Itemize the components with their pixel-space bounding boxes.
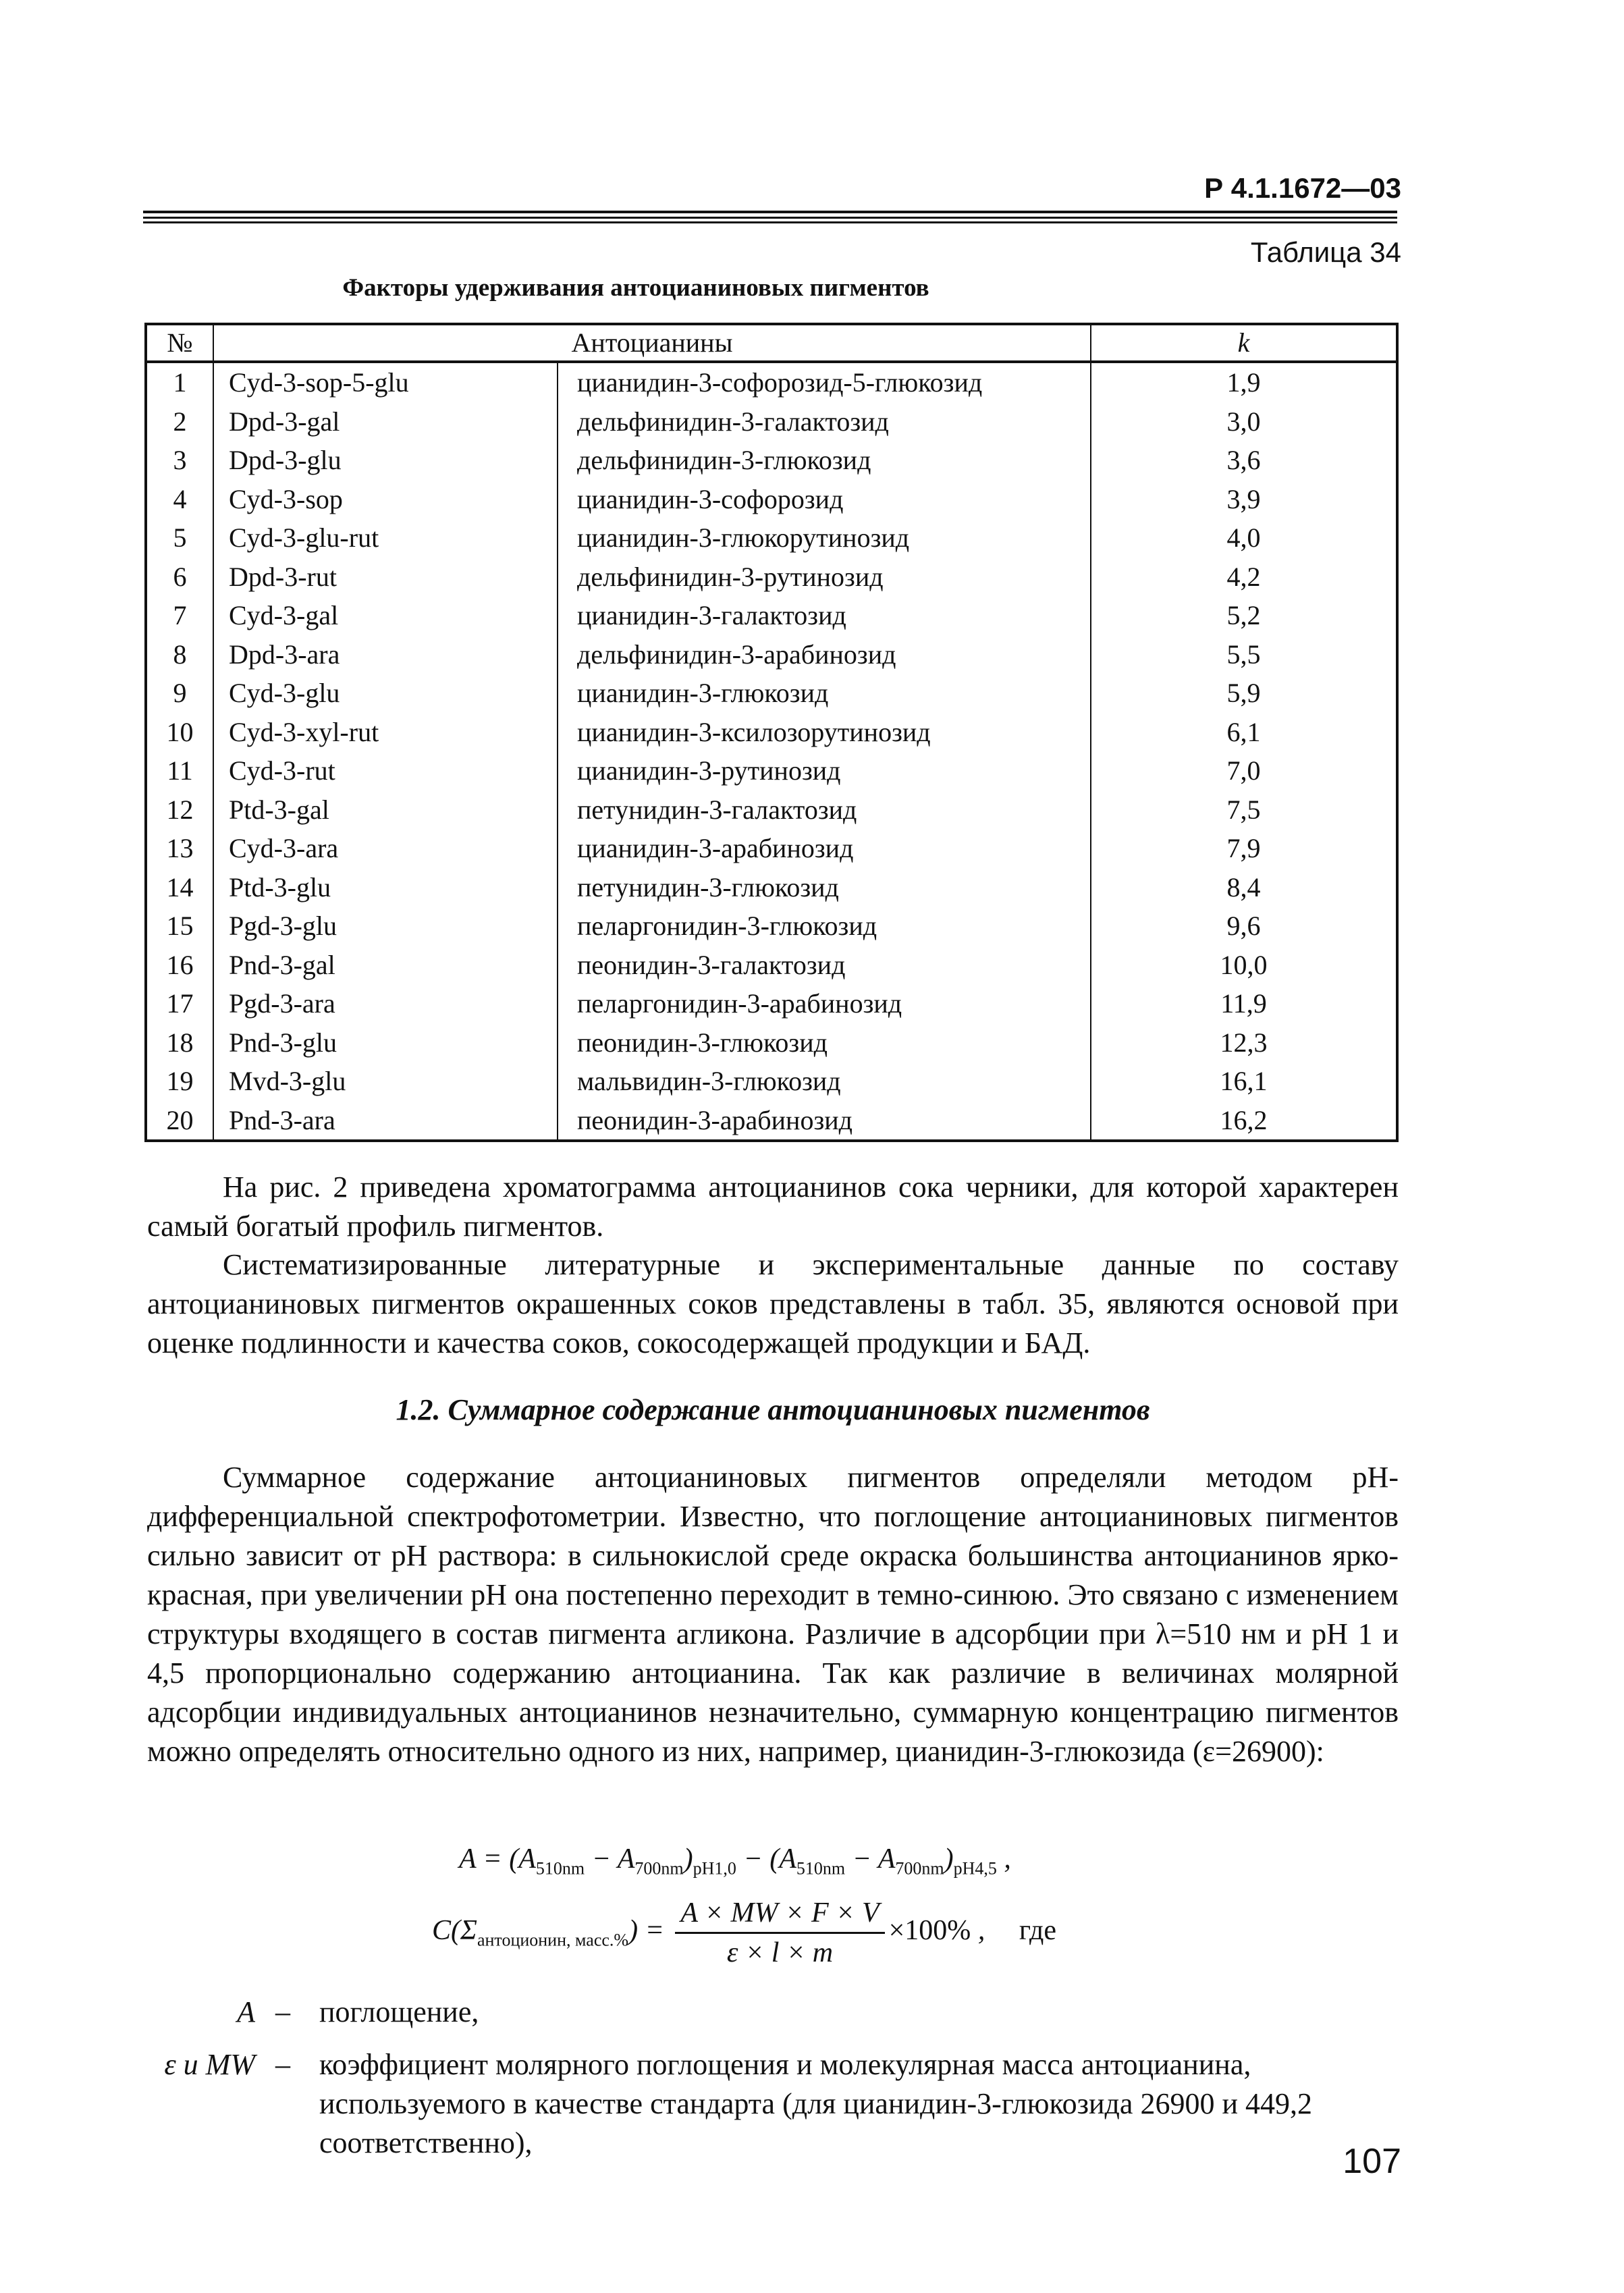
row-abbreviation: Cyd-3-glu — [213, 674, 558, 713]
table-row — [146, 635, 1397, 674]
row-name: цианидин-3-глюкозид — [558, 674, 1091, 713]
table-row — [146, 518, 1397, 558]
table-row — [146, 362, 1397, 402]
row-k-value: 5,2 — [1091, 596, 1397, 635]
table-label: Таблица 34 — [1250, 236, 1401, 268]
row-number: 10 — [146, 713, 213, 752]
formula-absorbance: $A = (A_{510nm} - A_{700nm})_{pH1,0} - (A_{510nm} - A_{700nm})_{pH4,5}$ , — [459, 1843, 1011, 1879]
table-header-row — [146, 324, 1397, 362]
row-abbreviation: Cyd-3-rut — [213, 751, 558, 790]
row-name: цианидин-3-арабинозид — [558, 829, 1091, 868]
row-number: 15 — [146, 907, 213, 946]
row-name: пеларгонидин-3-арабинозид — [558, 984, 1091, 1023]
row-k-value: 8,4 — [1091, 868, 1397, 907]
row-number: 18 — [146, 1023, 213, 1062]
row-name: дельфинидин-3-глюкозид — [558, 441, 1091, 480]
paragraph-method: Суммарное содержание антоцианиновых пигментов определяли методом pH-дифференциальной спектрофотометрии. Известно, что поглощение антоцианиновых пигментов сильно зависит от pH раствора: в сильнокислой среде окраска большинства антоцианинов ярко-красная, при увеличении pH она постепенно переходит в темно-синюю. Это связано с изменением структуры входящего в состав пигмента агликона. Различие в адсорбции при λ=510 нм и pH 1 и 4,5 пропорционально содержанию антоцианина. Так как различие в величинах молярной адсорбции индивидуальных антоцианинов незначительно, суммарную концентрацию пигментов можно определять относительно одного из них, например, цианидин-3-глюкозида (ε=26900): — [147, 1461, 1399, 1768]
row-name: мальвидин-3-глюкозид — [558, 1062, 1091, 1101]
column-header-k: k — [1091, 324, 1397, 362]
row-abbreviation: Dpd-3-rut — [213, 558, 558, 597]
row-name: пеларгонидин-3-глюкозид — [558, 907, 1091, 946]
row-k-value: 16,1 — [1091, 1062, 1397, 1101]
table-row — [146, 441, 1397, 480]
row-k-value: 11,9 — [1091, 984, 1397, 1023]
row-number: 2 — [146, 402, 213, 441]
row-number: 9 — [146, 674, 213, 713]
table-row — [146, 713, 1397, 752]
row-number: 5 — [146, 518, 213, 558]
row-number: 1 — [146, 362, 213, 402]
row-name: пеонидин-3-галактозид — [558, 946, 1091, 985]
section-heading: 1.2. Суммарное содержание антоцианиновых пигментов — [396, 1393, 1150, 1426]
row-number: 13 — [146, 829, 213, 868]
paragraph-systematized-data: Систематизированные литературные и экспериментальные данные по составу антоцианиновых пигментов окрашенных соков представлены в табл. 35, являются основой при оценке подлинности и качества соков, сокосодержащей продукции и БАД. — [147, 1248, 1399, 1359]
row-name: пеонидин-3-глюкозид — [558, 1023, 1091, 1062]
table-title: Факторы удерживания антоциaниновых пигментов — [342, 274, 929, 302]
row-abbreviation: Cyd-3-glu-rut — [213, 518, 558, 558]
column-header-anthocyanins: Антоцианины — [213, 324, 1091, 362]
row-abbreviation: Pgd-3-ara — [213, 984, 558, 1023]
row-name: дельфинидин-3-рутинозид — [558, 558, 1091, 597]
row-abbreviation: Pnd-3-ara — [213, 1101, 558, 1141]
row-k-value: 10,0 — [1091, 946, 1397, 985]
row-abbreviation: Cyd-3-xyl-rut — [213, 713, 558, 752]
row-k-value: 16,2 — [1091, 1101, 1397, 1141]
row-k-value: 6,1 — [1091, 713, 1397, 752]
column-header-num: № — [146, 324, 213, 362]
page-number: 107 — [1343, 2142, 1401, 2181]
row-number: 16 — [146, 946, 213, 985]
row-number: 4 — [146, 480, 213, 519]
row-name: цианидин-3-ксилозорутинозид — [558, 713, 1091, 752]
table-row — [146, 1101, 1397, 1141]
row-number: 12 — [146, 790, 213, 830]
row-k-value: 4,0 — [1091, 518, 1397, 558]
row-number: 3 — [146, 441, 213, 480]
formula-concentration: $C(\Sigma_{антоционин, масс.\%})$ = $\frac{A \times MW \times F \times V}{\varepsilon \times l \times m}$ ×100% , где — [432, 1897, 1056, 1968]
row-name: пеонидин-3-арабинозид — [558, 1101, 1091, 1141]
table-row — [146, 480, 1397, 519]
row-number: 19 — [146, 1062, 213, 1101]
row-k-value: 5,9 — [1091, 674, 1397, 713]
table-body — [146, 362, 1397, 1141]
row-name: цианидин-3-галактозид — [558, 596, 1091, 635]
row-abbreviation: Ptd-3-gal — [213, 790, 558, 830]
row-name: цианидин-3-глюкорутинозид — [558, 518, 1091, 558]
table-row — [146, 674, 1397, 713]
row-number: 20 — [146, 1101, 213, 1141]
row-k-value: 9,6 — [1091, 907, 1397, 946]
row-k-value: 12,3 — [1091, 1023, 1397, 1062]
row-k-value: 3,9 — [1091, 480, 1397, 519]
row-k-value: 3,6 — [1091, 441, 1397, 480]
pigment-table — [144, 323, 1399, 1142]
row-abbreviation: Dpd-3-gal — [213, 402, 558, 441]
row-name: дельфинидин-3-галактозид — [558, 402, 1091, 441]
table-row — [146, 907, 1397, 946]
row-number: 14 — [146, 868, 213, 907]
row-abbreviation: Ptd-3-glu — [213, 868, 558, 907]
row-abbreviation: Pnd-3-glu — [213, 1023, 558, 1062]
row-k-value: 7,0 — [1091, 751, 1397, 790]
row-abbreviation: Cyd-3-sop — [213, 480, 558, 519]
table-row — [146, 558, 1397, 597]
document-code: Р 4.1.1672—03 — [1204, 172, 1401, 204]
table-row — [146, 946, 1397, 985]
table-row — [146, 790, 1397, 830]
table-row — [146, 1062, 1397, 1101]
row-k-value: 4,2 — [1091, 558, 1397, 597]
row-name: петунидин-3-галактозид — [558, 790, 1091, 830]
table-row — [146, 868, 1397, 907]
row-abbreviation: Cyd-3-sop-5-glu — [213, 362, 558, 402]
row-abbreviation: Dpd-3-ara — [213, 635, 558, 674]
row-name: цианидин-3-софорозид-5-глюкозид — [558, 362, 1091, 402]
table-row — [146, 829, 1397, 868]
table-row — [146, 596, 1397, 635]
table-row — [146, 984, 1397, 1023]
row-abbreviation: Mvd-3-glu — [213, 1062, 558, 1101]
row-name: петунидин-3-глюкозид — [558, 868, 1091, 907]
row-abbreviation: Pgd-3-glu — [213, 907, 558, 946]
row-abbreviation: Dpd-3-glu — [213, 441, 558, 480]
table-row — [146, 402, 1397, 441]
row-number: 6 — [146, 558, 213, 597]
row-number: 11 — [146, 751, 213, 790]
paragraph-chromatogram: На рис. 2 приведена хроматограмма антоцианинов сока черники, для которой характерен самый богатый профиль пигментов. — [147, 1170, 1399, 1243]
row-name: дельфинидин-3-арабинозид — [558, 635, 1091, 674]
table-row — [146, 751, 1397, 790]
row-k-value: 5,5 — [1091, 635, 1397, 674]
row-k-value: 7,5 — [1091, 790, 1397, 830]
row-k-value: 7,9 — [1091, 829, 1397, 868]
row-number: 17 — [146, 984, 213, 1023]
row-number: 8 — [146, 635, 213, 674]
header-rule — [143, 211, 1397, 224]
fraction: $\frac{A \times MW \times F \times V}{\varepsilon \times l \times m}$ — [675, 1897, 884, 1969]
row-abbreviation: Cyd-3-ara — [213, 829, 558, 868]
row-k-value: 3,0 — [1091, 402, 1397, 441]
row-abbreviation: Pnd-3-gal — [213, 946, 558, 985]
row-number: 7 — [146, 596, 213, 635]
table-row — [146, 1023, 1397, 1062]
row-k-value: 1,9 — [1091, 362, 1397, 402]
row-abbreviation: Cyd-3-gal — [213, 596, 558, 635]
row-name: цианидин-3-софорозид — [558, 480, 1091, 519]
row-name: цианидин-3-рутинозид — [558, 751, 1091, 790]
